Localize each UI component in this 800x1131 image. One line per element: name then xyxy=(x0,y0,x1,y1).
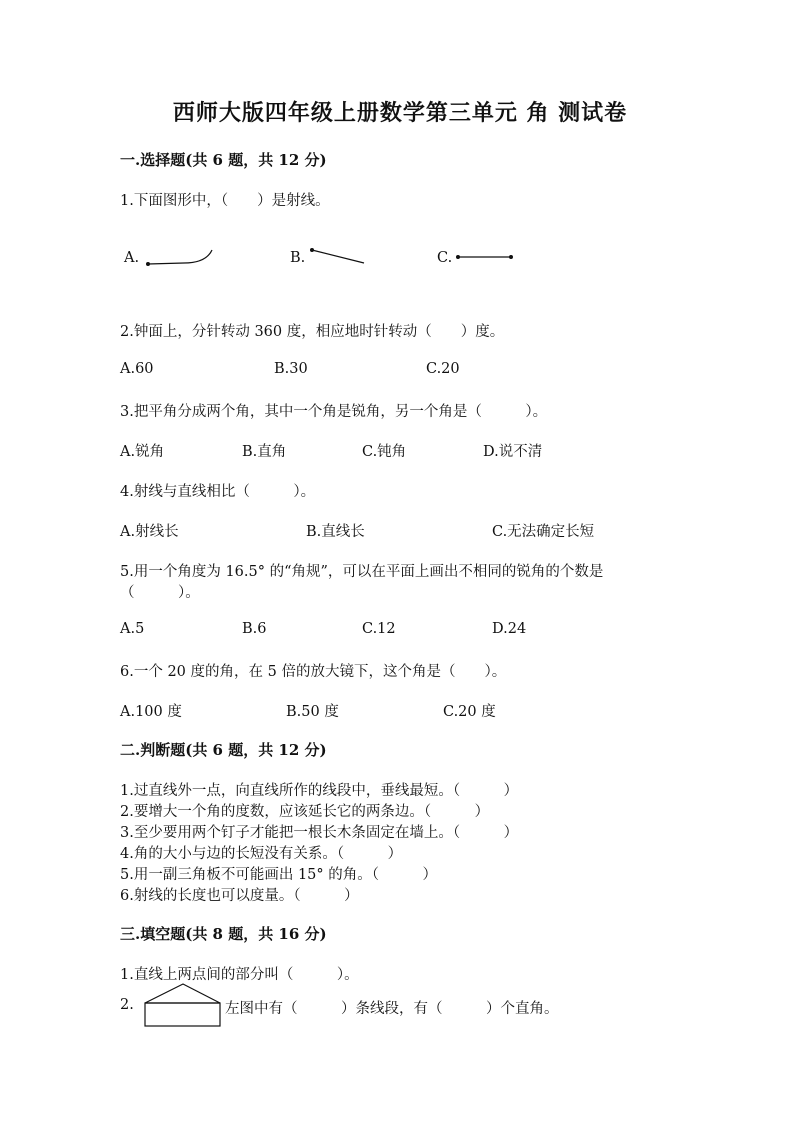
figure-1b-ray xyxy=(305,242,375,272)
figure-1a-curved-line xyxy=(140,246,220,276)
fill-item-2-text: 左图中有（ ）条线段，有（ ）个直角。 xyxy=(225,1001,559,1017)
option-3a: A.锐角 xyxy=(120,444,165,460)
option-2b: B.30 xyxy=(274,361,308,377)
option-5b: B.6 xyxy=(242,621,267,637)
option-4c: C.无法确定长短 xyxy=(492,524,595,540)
judge-item-4: 4.角的大小与边的长短没有关系。（ ） xyxy=(120,846,403,862)
fill-item-2-number: 2. xyxy=(120,997,134,1013)
option-3d: D.说不清 xyxy=(483,444,543,460)
option-5c: C.12 xyxy=(362,621,396,637)
question-6: 6.一个 20 度的角，在 5 倍的放大镜下，这个角是（ ）。 xyxy=(120,664,507,680)
judge-item-1: 1.过直线外一点，向直线所作的线段中，垂线最短。（ ） xyxy=(120,783,519,799)
option-1a: A. xyxy=(124,250,140,266)
option-2c: C.20 xyxy=(426,361,460,377)
judge-item-6: 6.射线的长度也可以度量。（ ） xyxy=(120,888,359,904)
option-3c: C.钝角 xyxy=(362,444,407,460)
question-5-line2: （ ）。 xyxy=(120,585,200,601)
option-3b: B.直角 xyxy=(242,444,287,460)
option-4b: B.直线长 xyxy=(306,524,365,540)
judge-item-2: 2.要增大一个角的度数，应该延长它的两条边。（ ） xyxy=(120,804,490,820)
question-5-line1: 5.用一个角度为 16.5° 的“角规”，可以在平面上画出不相同的锐角的个数是 xyxy=(120,564,604,580)
option-5d: D.24 xyxy=(492,621,527,637)
section-heading-fill: 三.填空题(共 8 题，共 16 分) xyxy=(120,925,327,943)
question-4: 4.射线与直线相比（ ）。 xyxy=(120,484,316,500)
option-6c: C.20 度 xyxy=(443,704,496,720)
option-6b: B.50 度 xyxy=(286,704,339,720)
figure-house-shape xyxy=(143,983,223,1031)
section-heading-judge: 二.判断题(共 6 题，共 12 分) xyxy=(120,741,327,759)
option-5a: A.5 xyxy=(120,621,145,637)
question-1: 1.下面图形中，（ ）是射线。 xyxy=(120,193,330,209)
figure-1c-segment xyxy=(452,248,522,268)
question-2: 2.钟面上，分针转动 360 度，相应地时针转动（ ）度。 xyxy=(120,324,505,340)
option-1c: C. xyxy=(437,250,453,266)
question-3: 3.把平角分成两个角，其中一个角是锐角，另一个角是（ ）。 xyxy=(120,404,548,420)
page-title: 西师大版四年级上册数学第三单元 角 测试卷 xyxy=(172,100,628,126)
fill-item-1: 1.直线上两点间的部分叫（ ）。 xyxy=(120,967,359,983)
option-6a: A.100 度 xyxy=(120,704,182,720)
option-1b: B. xyxy=(290,250,306,266)
judge-item-3: 3.至少要用两个钉子才能把一根长木条固定在墙上。（ ） xyxy=(120,825,519,841)
section-heading-choice: 一.选择题(共 6 题，共 12 分) xyxy=(120,151,327,169)
judge-item-5: 5.用一副三角板不可能画出 15° 的角。（ ） xyxy=(120,867,438,883)
option-2a: A.60 xyxy=(120,361,154,377)
option-4a: A.射线长 xyxy=(120,524,179,540)
